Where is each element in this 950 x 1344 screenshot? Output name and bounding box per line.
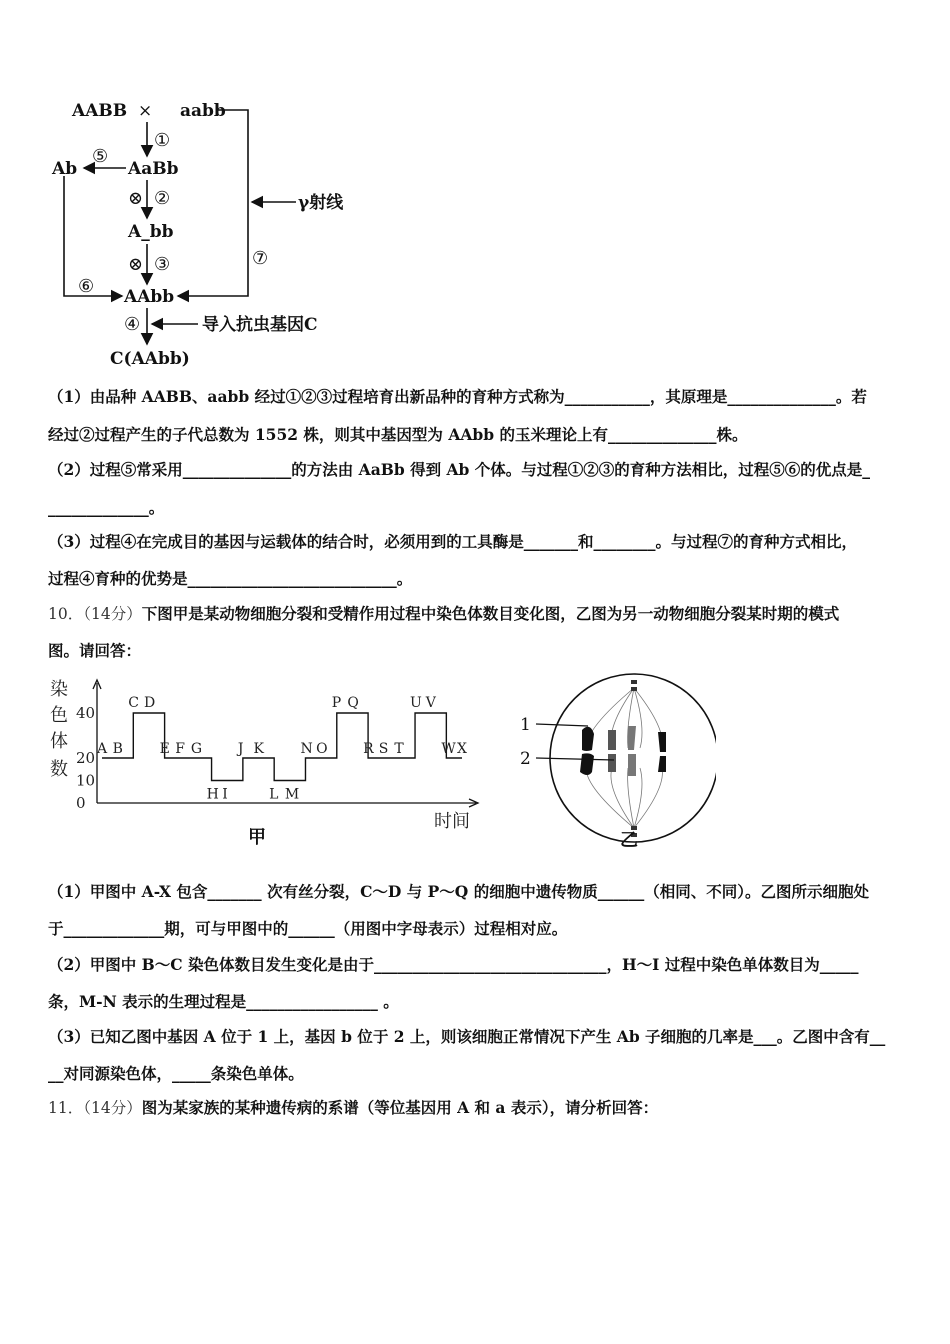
- selfing-symbol-1: ⊗: [128, 188, 144, 209]
- q9-part1-line1: （1）由品种 AABB、aabb 经过①②③过程培育出新品种的育种方式称为___________，其原理是______________。若: [48, 387, 867, 406]
- q9-part2-line1: （2）过程⑤常采用______________的方法由 AaBb 得到 Ab 个体。与过程①②③的育种方法相比，过程⑤⑥的优点是_: [48, 460, 870, 479]
- y-tick-40: 40: [76, 704, 96, 722]
- q10-part2-line1: （2）甲图中 B～C 染色体数目发生变化是由于______________________________，H～I 过程中染色单体数目为_____: [48, 955, 859, 974]
- point-label-H: H: [206, 786, 219, 803]
- point-label-V: V: [425, 695, 436, 711]
- q10-part3-line2: __对同源染色体，_____条染色单体。: [48, 1064, 304, 1083]
- y-tick-0: 0: [76, 794, 86, 812]
- q10-part2-line2: 条，M-N 表示的生理过程是_________________ 。: [48, 992, 399, 1011]
- parent-aabb-upper: AABB: [72, 101, 128, 121]
- arrow-step-7: [178, 110, 248, 296]
- q10-stem-line1: [48, 602, 839, 624]
- pointer-line-2: [536, 758, 614, 760]
- q9-part3-line2: 过程④育种的优势是___________________________。: [48, 569, 413, 588]
- q11-number: 11．（14分）: [48, 1099, 142, 1117]
- cross-symbol: ×: [138, 101, 153, 121]
- label-2: 2: [520, 749, 531, 769]
- gamma-ray-label: γ射线: [298, 193, 344, 213]
- y-label-char-1: 染: [50, 679, 68, 700]
- point-label-J: J: [237, 741, 244, 757]
- point-label-U: U: [410, 695, 422, 711]
- x-axis-label: 时间: [434, 811, 470, 832]
- q9-part3-line1: （3）过程④在完成目的基因与运载体的结合时，必须用到的工具酶是_______和________。与过程⑦的育种方式相比，: [48, 532, 858, 551]
- q11-stem-text: 图为某家族的某种遗传病的系谱（等位基因用 A 和 a 表示），请分析回答：: [141, 1098, 659, 1117]
- step-2: ②: [154, 188, 171, 209]
- point-label-S: S: [378, 741, 389, 757]
- q10-part3-line1: （3）已知乙图中基因 A 位于 1 上，基因 b 位于 2 上，则该细胞正常情况下产生 Ab 子细胞的几率是___。乙图中含有__: [48, 1027, 886, 1046]
- f1-aabb: AaBb: [128, 159, 179, 179]
- spindle-fibers: [586, 688, 662, 828]
- point-label-Q: Q: [347, 695, 359, 711]
- cell-figure-title: 乙: [620, 830, 638, 851]
- point-label-E: E: [159, 741, 170, 757]
- point-label-K: K: [253, 741, 264, 757]
- centriole-top: [631, 680, 637, 691]
- y-label-char-2: 色: [50, 705, 68, 726]
- step-1: ①: [154, 130, 171, 151]
- chart-title: 甲: [248, 827, 266, 848]
- point-label-N: N: [300, 741, 313, 757]
- point-label-C: C: [128, 695, 140, 711]
- point-label-W: W: [441, 741, 456, 757]
- y-label-char-3: 体: [50, 731, 68, 752]
- point-label-D: D: [143, 695, 156, 711]
- step-6: ⑥: [78, 276, 95, 297]
- label-1: 1: [520, 715, 531, 735]
- chromosome-3: [628, 726, 636, 776]
- chromosome-count-chart: [44, 675, 484, 855]
- step-4: ④: [124, 314, 141, 335]
- point-label-F: F: [175, 741, 185, 757]
- point-label-O: O: [316, 741, 328, 757]
- genotype-a-bb: A_bb: [128, 222, 174, 242]
- point-label-M: M: [284, 786, 300, 803]
- step-7: ⑦: [252, 248, 269, 269]
- q9-part1-line2: 经过②过程产生的子代总数为 1552 株，则其中基因型为 AAbb 的玉米理论上有______________株。: [48, 425, 748, 444]
- point-label-I: I: [222, 786, 228, 803]
- q10-stem-line2: 图。请回答：: [48, 641, 142, 660]
- chromosome-4: [658, 732, 666, 772]
- point-label-B: B: [112, 741, 123, 757]
- q10-number: 10．（14分）: [48, 605, 142, 623]
- point-label-T: T: [394, 741, 404, 757]
- y-tick-10: 10: [76, 771, 96, 790]
- q10-part1-line1: （1）甲图中 A-X 包含_______ 次有丝分裂，C～D 与 P～Q 的细胞中遗传物质______（相同、不同）。乙图所示细胞处: [48, 882, 869, 901]
- gene-c-label: 导入抗虫基因C: [202, 315, 318, 335]
- step-5: ⑤: [92, 146, 109, 167]
- cell-division-figure: [516, 668, 716, 858]
- q9-part2-line2: _____________。: [48, 498, 165, 517]
- chromosome-count-line: [102, 713, 462, 781]
- pointer-line-1: [536, 724, 588, 726]
- breeding-diagram: [40, 90, 380, 380]
- point-label-P: P: [331, 695, 342, 711]
- chromosome-2: [608, 730, 616, 772]
- y-tick-20: 20: [76, 749, 96, 767]
- haploid-ab: Ab: [52, 159, 78, 179]
- point-label-R: R: [363, 741, 374, 757]
- selfing-symbol-2: ⊗: [128, 254, 144, 275]
- parent-aabb-lower: aabb: [180, 101, 226, 121]
- q11-stem: [48, 1096, 658, 1118]
- step-3: ③: [154, 254, 171, 275]
- chromosome-1: [580, 727, 594, 775]
- genotype-aabb-selected: AAbb: [124, 287, 175, 307]
- point-label-A: A: [97, 741, 108, 757]
- point-label-L: L: [269, 786, 279, 803]
- q10-stem-text: 下图甲是某动物细胞分裂和受精作用过程中染色体数目变化图，乙图为另一动物细胞分裂某时期的模式: [141, 604, 840, 623]
- y-label-char-4: 数: [50, 759, 68, 780]
- point-label-X: X: [457, 741, 467, 757]
- q10-part1-line2: 于_____________期，可与甲图中的______（用图中字母表示）过程相对应。: [48, 919, 568, 938]
- point-label-G: G: [190, 741, 203, 757]
- transgenic-result: C(AAbb): [110, 349, 190, 369]
